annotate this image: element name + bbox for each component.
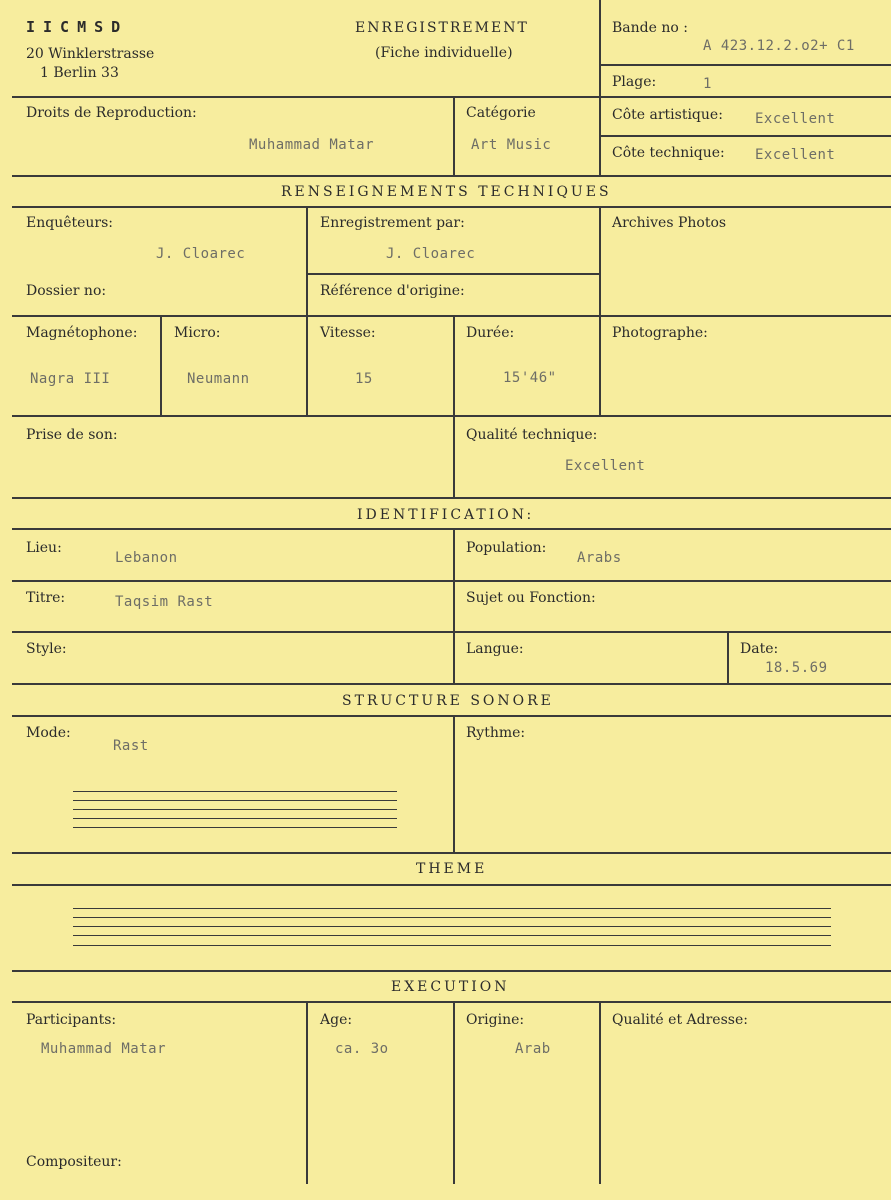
cote-artistique-label: Côte artistique: (612, 107, 723, 123)
lieu-value: Lebanon (115, 550, 178, 566)
date-label: Date: (740, 641, 779, 657)
form-subtitle: (Fiche individuelle) (375, 45, 513, 61)
sujet-label: Sujet ou Fonction: (466, 590, 596, 606)
bande-label: Bande no : (612, 20, 688, 36)
org-name: IICMSD (26, 18, 129, 36)
rythme-label: Rythme: (466, 725, 526, 741)
vitesse-label: Vitesse: (320, 325, 376, 341)
address-line-1: 20 Winklerstrasse (26, 46, 155, 62)
age-label: Age: (320, 1012, 353, 1028)
date-value: 18.5.69 (765, 660, 828, 676)
langue-label: Langue: (466, 641, 524, 657)
style-label: Style: (26, 641, 67, 657)
prise-de-son-label: Prise de son: (26, 427, 118, 443)
origine-label: Origine: (466, 1012, 525, 1028)
cote-technique-label: Côte technique: (612, 145, 725, 161)
enregistrement-label: Enregistrement par: (320, 215, 465, 231)
cote-technique-value: Excellent (755, 147, 836, 163)
section-renseignements: RENSEIGNEMENTS TECHNIQUES (281, 184, 612, 200)
section-execution: EXECUTION (391, 979, 510, 995)
lieu-label: Lieu: (26, 540, 62, 556)
plage-label: Plage: (612, 74, 657, 90)
mode-label: Mode: (26, 725, 71, 741)
titre-label: Titre: (26, 590, 66, 606)
compositeur-label: Compositeur: (26, 1154, 122, 1170)
droits-label: Droits de Reproduction: (26, 105, 197, 121)
magnetophone-value: Nagra III (30, 371, 111, 387)
mode-value: Rast (113, 738, 149, 754)
population-value: Arabs (577, 550, 622, 566)
plage-value: 1 (703, 76, 712, 92)
form-title: ENREGISTREMENT (355, 20, 529, 36)
enregistrement-value: J. Cloarec (386, 246, 476, 262)
participants-label: Participants: (26, 1012, 117, 1028)
categorie-label: Catégorie (466, 105, 536, 121)
photographe-label: Photographe: (612, 325, 708, 341)
section-structure-sonore: STRUCTURE SONORE (342, 693, 554, 709)
enqueteurs-label: Enquêteurs: (26, 215, 114, 231)
origine-value: Arab (515, 1041, 551, 1057)
qualite-adresse-label: Qualité et Adresse: (612, 1012, 748, 1028)
bande-value: A 423.12.2.o2+ C1 (703, 38, 855, 54)
micro-value: Neumann (187, 371, 250, 387)
titre-value: Taqsim Rast (115, 594, 214, 610)
magnetophone-label: Magnétophone: (26, 325, 138, 341)
duree-label: Durée: (466, 325, 515, 341)
address-line-2: 1 Berlin 33 (40, 65, 119, 81)
age-value: ca. 3o (335, 1041, 389, 1057)
section-theme: THEME (416, 861, 488, 877)
population-label: Population: (466, 540, 547, 556)
participants-value: Muhammad Matar (41, 1041, 167, 1057)
qualite-technique-label: Qualité technique: (466, 427, 598, 443)
micro-label: Micro: (174, 325, 221, 341)
section-identification: IDENTIFICATION: (357, 507, 535, 523)
enqueteurs-value: J. Cloarec (156, 246, 246, 262)
categorie-value: Art Music (471, 137, 552, 153)
archives-label: Archives Photos (612, 215, 727, 231)
cote-artistique-value: Excellent (755, 111, 836, 127)
duree-value: 15'46" (503, 370, 557, 386)
dossier-label: Dossier no: (26, 283, 107, 299)
droits-value: Muhammad Matar (249, 137, 375, 153)
qualite-technique-value: Excellent (565, 458, 646, 474)
vitesse-value: 15 (355, 371, 373, 387)
reference-label: Référence d'origine: (320, 283, 465, 299)
